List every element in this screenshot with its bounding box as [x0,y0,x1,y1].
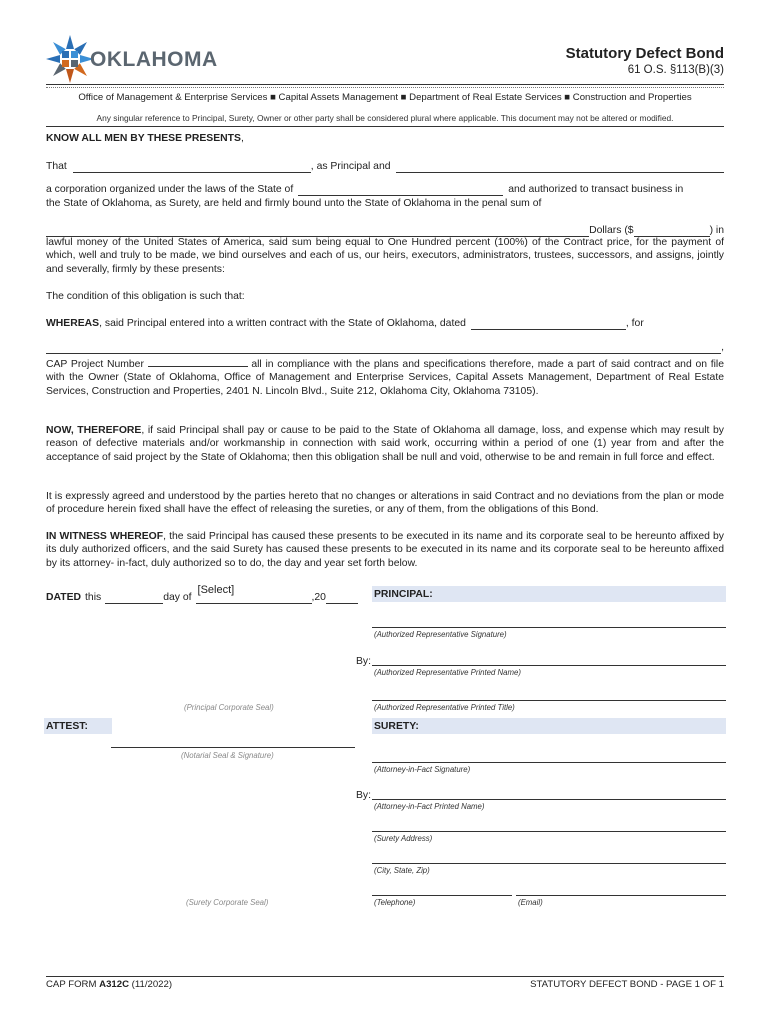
condition-line: The condition of this obligation is such that: [46,291,245,302]
attest-heading: ATTEST: [46,721,88,732]
surety-name-field[interactable] [396,161,724,173]
aif-printed-name-line[interactable] [372,799,726,800]
aif-signature-caption: (Attorney-in-Fact Signature) [374,765,471,774]
dated-line: DATED this day of [Select] ,20 [46,587,358,604]
surety-header-band [372,718,726,734]
aif-printed-name-caption: (Attorney-in-Fact Printed Name) [374,802,485,811]
year-field[interactable] [326,592,358,604]
auth-signature-caption: (Authorized Representative Signature) [374,630,507,639]
aif-signature-line[interactable] [372,762,726,763]
notary-signature-line[interactable] [111,747,355,748]
principal-heading: PRINCIPAL: [374,589,433,600]
know-all-heading: KNOW ALL MEN BY THESE PRESENTS [46,133,241,144]
that-line: That , as Principal and [46,160,724,173]
brand-wordmark: OKLAHOMA [90,48,218,71]
surety-seal-caption: (Surety Corporate Seal) [186,898,269,907]
header-rule [46,84,724,85]
corporation-line: a corporation organized under the laws of the State of and authorized to transact business in [46,184,684,195]
by-label-principal: By: [356,656,372,667]
surety-address-caption: (Surety Address) [374,834,433,843]
surety-address-line[interactable] [372,831,726,832]
plural-notice: Any singular reference to Principal, Surety, Owner or other party shall be considered plural where applicable. This document may not be altered or modified. [96,113,674,123]
auth-printed-name-caption: (Authorized Representative Printed Name) [374,668,521,677]
page-indicator: STATUTORY DEFECT BOND - PAGE 1 OF 1 [530,979,724,990]
city-state-zip-caption: (City, State, Zip) [374,866,430,875]
expressly-agreed-paragraph: It is expressly agreed and understood by the parties hereto that no changes or alterations in said Contract and no deviations from the plan or mode of procedure herein fixed shall have the effect of releasing the sureties, or any of them, from the obligations of this Bond. [46,491,724,516]
month-select[interactable] [196,584,312,604]
penal-sum-line: Dollars ($ ) in [46,224,724,237]
statute-reference: 61 O.S. §113(B)(3) [627,64,724,76]
auth-signature-line[interactable] [372,627,726,628]
form-number: CAP FORM A312C (11/2022) [46,979,173,990]
project-description-line: , [46,341,724,354]
departments-line: Office of Management & Enterprise Services ■ Capital Assets Management ■ Department of Real Estate Services ■ Construction and Properties [78,92,692,103]
now-therefore-paragraph: NOW, THEREFORE, if said Principal shall pay or cause to be paid to the State of Oklahoma all damage, loss, and expense which may result by reason of defective materials and/or workmanship in connection with said work, occurring within a period of one (1) year from and after the acceptance of said project by the State of Oklahoma; then this obligation shall be null and void, otherwise to be and remain in full force and effect. [46,425,724,463]
auth-printed-title-line[interactable] [372,700,726,701]
principal-name-field[interactable] [73,161,311,173]
email-line[interactable] [516,895,726,896]
notice-rule [46,126,724,127]
principal-seal-caption: (Principal Corporate Seal) [184,703,274,712]
contract-date-field[interactable] [471,318,626,330]
footer-rule [46,976,724,977]
surety-heading: SURETY: [374,721,419,732]
lawful-money-paragraph: lawful money of the United States of America, said sum being equal to One Hundred percent (100%) of the Contract price, for the payment of which, well and truly to be made, we bind ourselves and each of us, our heirs, executors, administrators, trustees, successors, and assigns, jointly and severally, firmly by these presents: [46,237,724,275]
email-caption: (Email) [518,898,543,907]
state-of-incorporation-field[interactable] [298,184,503,196]
cap-project-paragraph: CAP Project Number all in compliance with the plans and specifications therefore, made a part of said contract and on file with the Owner (State of Oklahoma, Office of Management and Enterprise Services, Capital Assets Management, Department of Real Estate Services, Construction and Properties, 2401 N. Lincoln Blvd., Suite 212, Oklahoma City, Oklahoma 73105). [46,356,724,398]
notary-caption: (Notarial Seal & Signature) [181,751,274,760]
city-state-zip-line[interactable] [372,863,726,864]
oklahoma-logo [44,34,224,84]
surety-bound-line: the State of Oklahoma, as Surety, are held and firmly bound unto the State of Oklahoma in the penal sum of [46,198,542,209]
in-witness-paragraph: IN WITNESS WHEREOF, the said Principal has caused these presents to be executed in its name and its corporate seal to be hereunto affixed by its duly authorized officers, and the said Surety has caused these presents to be executed in its name and its corporate seal to be hereunto affixed by its attorney- in-fact, duly authorized so to do, the day and year set forth below. [46,531,724,569]
know-all-line: KNOW ALL MEN BY THESE PRESENTS, [46,133,244,144]
cap-project-number-field[interactable] [148,356,248,367]
telephone-caption: (Telephone) [374,898,416,907]
auth-printed-title-caption: (Authorized Representative Printed Title) [374,703,515,712]
telephone-line[interactable] [372,895,512,896]
oklahoma-star-icon [44,34,96,84]
day-field[interactable] [105,592,163,604]
whereas-line: WHEREAS , said Principal entered into a written contract with the State of Oklahoma, dated , for [46,318,644,329]
project-description-field[interactable] [46,342,721,354]
month-select-value: [Select] [197,584,235,596]
auth-printed-name-line[interactable] [372,665,726,666]
by-label-surety: By: [356,790,372,801]
form-title: Statutory Defect Bond [565,45,724,62]
header-dotted-rule [46,87,724,88]
